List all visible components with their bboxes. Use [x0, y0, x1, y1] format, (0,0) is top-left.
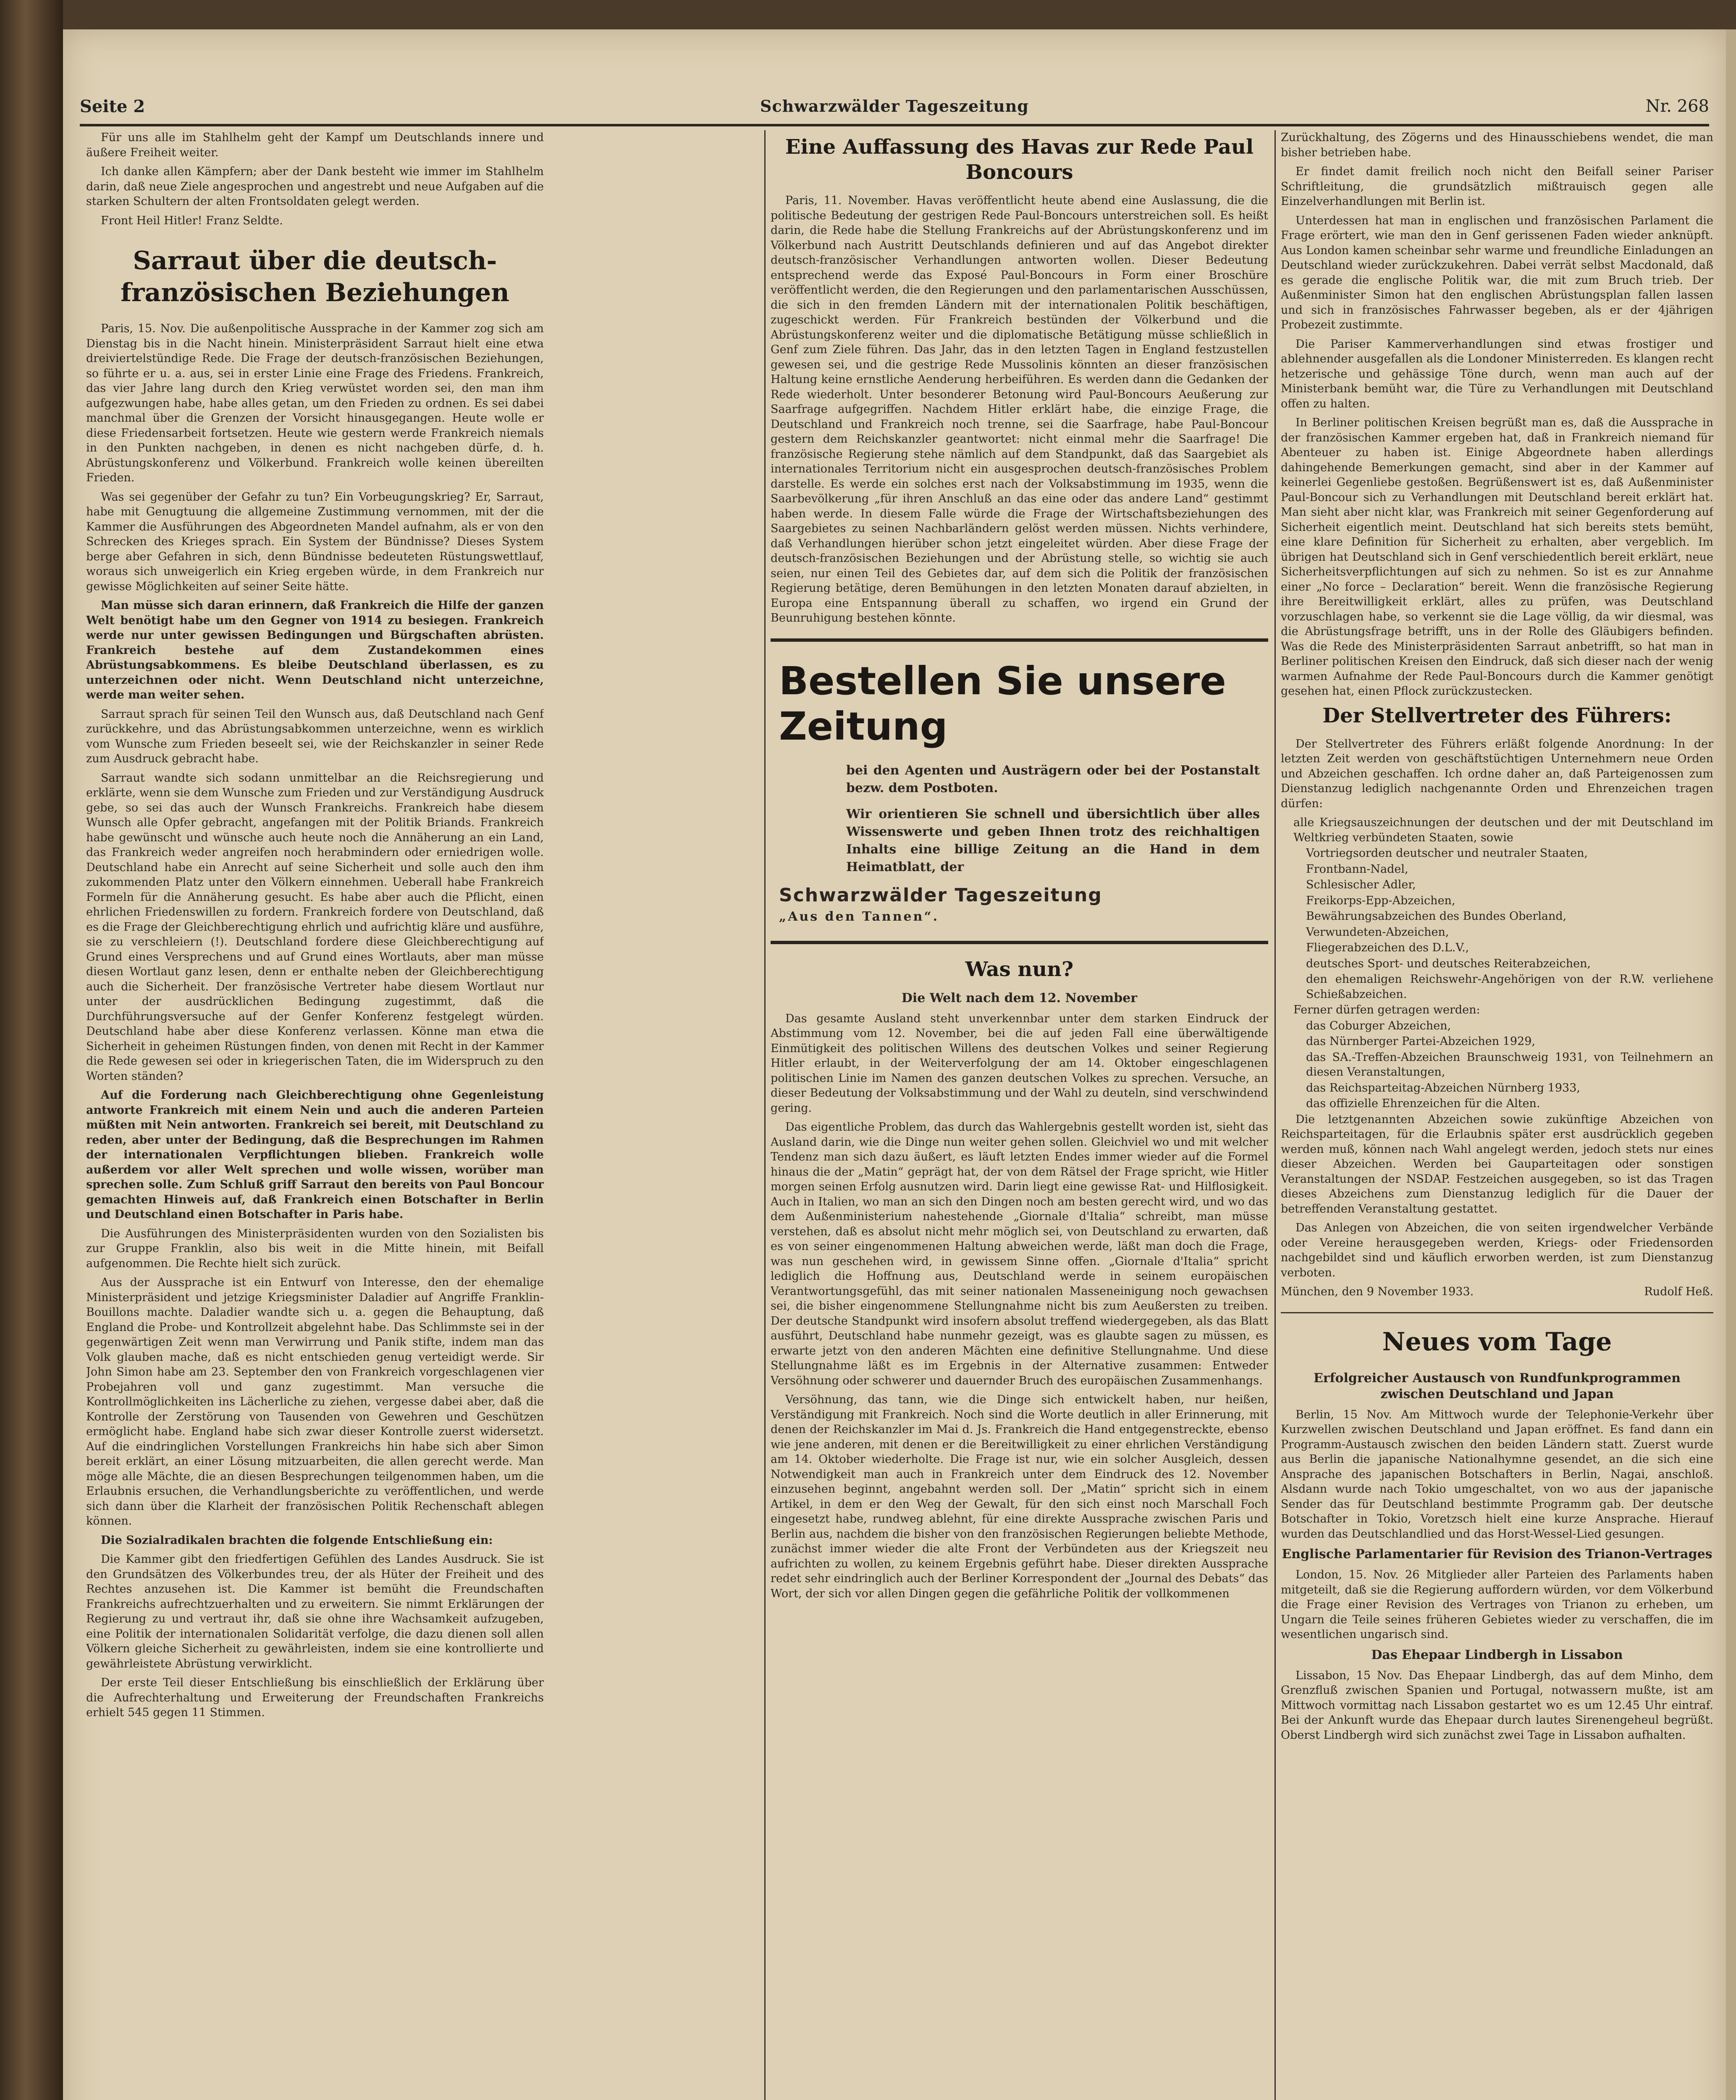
article-paragraph: Das eigentliche Problem, das durch das Wahlergebnis gestellt worden ist, sieht das Ausland darin, wie die Dinge nun weiter gehen sollen. Gleichviel wo und mit welcher Tendenz man sich dazu äußert, es läuft letzten Endes immer wieder auf die Formel hinaus die der „Matin“ geprägt hat, der von dem Rätsel der Frage spricht, wie Hitler morgen seinen Erfolg ausnutzen wird. Darin liegt eine gewisse Rat- und Hilflosigkeit. Auch in Italien, wo man an sich den Dingen noch am besten gerecht wird, und wo das dem Außenministerium nahestehende „Giornale d'Italia“ schreibt, man müsse verstehen, daß es absolut nicht mehr möglich sei, von Deutschland zu erwarten, daß es von seiner eingenommenen Haltung abweichen werde, läßt man doch die Frage, was nun geschehen wird, in gewissem Sinne offen. „Giornale d'Italia“ spricht lediglich die Hoffnung aus, Deutschland werde in seinem europäischen Verantwortungsgefühl, das mit seiner nationalen Masseneinigung noch gewachsen sei, die bisher eingenommene Stellungnahme nicht bis zum Aeußersten zu treiben. Der deutsche Standpunkt wird insofern absolut treffend wiedergegeben, als das Blatt ausführt, Deutschland habe nunmehr gezeigt, was es glaubte sagen zu müssen, es erwarte jetzt von den anderen Mächten eine definitive Stellungnahme. Und diese Stellungnahme läßt es im Ergebnis in der Alternative zusammen: Entweder Versöhnung oder schwerer und dauernder Bruch des europäischen Zusammenhangs.: [771, 1121, 1268, 1387]
list-item: Frontbann-Nadel,: [1306, 862, 1408, 876]
article-paragraph: Paris, 11. November. Havas veröffentlicht heute abend eine Auslassung, die die politische Bedeutung der gestrigen Rede Paul-Boncours unterstreichen soll. Es heißt darin, die Rede habe die Stellung Frankreichs auf der Abrüstungskonferenz und im Völkerbund nach Austritt Deutschlands definieren und auf das Angebot direkter deutsch-französischer Verhandlungen antworten wollen. Dieser Bedeutung entsprechend werde das Exposé Paul-Boncours in Form einer Broschüre veröffentlicht werden, die den Regierungen und den parlamentarischen Ausschüssen, die sich in den fremden Ländern mit der internationalen Politik beschäftigen, zugeschickt werden. Für Frankreich bestünden der Völkerbund und die Abrüstungskonferenz weiter und die diplomatische Betätigung müsse schließlich in Genf zum Ziele führen. Das Jahr, das in den letzten Tagen in England festzustellen gewesen sei, und die gestrige Rede Mussolinis könnten an dieser französischen Haltung keine ernstliche Aenderung herbeiführen. Es werden dann die Gedanken der Rede wiederholt. Unter besonderer Betonung wird Paul-Boncours Aeußerung zur Saarfrage aufgegriffen. Nachdem Hitler erklärt habe, die einzige Frage, die Deutschland und Frankreich noch trenne, sei die Saarfrage, habe Paul-Boncour gestern dem Reichskanzler geantwortet: nicht einmal mehr die Saarfrage! Die französische Regierung stehe nämlich auf dem Standpunkt, daß das Saargebiet als internationales Territorium nicht ein ausgesprochen deutsch-französisches Problem darstelle. Es werde ein solches erst nach der Volksabstimmung im 1935, wenn die Saarbevölkerung „für ihren Anschluß an das eine oder das andere Land“ gestimmt haben werde. In diesem Falle würde die Frage der Wirtschaftsbeziehungen des Saargebietes zu seinen Nachbarländern gelöst werden müssen. Nichts verhindere, daß Verhandlungen hierüber schon jetzt eingeleitet würden. Aber diese Frage der deutsch-französischen Beziehungen und der Abrüstung stelle, so wichtig sie auch seien, nur einen Teil des Gebietes dar, auf dem sich die Politik der französischen Regierung betätige, deren Bemühungen in den letzten Monaten darauf abzielten, in Europa eine Entspannung überall zu schaffen, wo irgend ein Grund der Beunruhigung bestehen könnte.: [771, 194, 1268, 625]
article-paragraph: Er findet damit freilich noch nicht den Beifall seiner Pariser Schriftleitung, die grundsätzlich mißtrauisch gegen alle Einzelverhandlungen mit Berlin ist.: [1281, 165, 1713, 208]
list-item: Vortriegsorden deutscher und neutraler Staaten,: [1306, 847, 1588, 860]
page-number: Seite 2: [80, 97, 145, 116]
article-paragraph: Man müsse sich daran erinnern, daß Frankreich die Hilfe der ganzen Welt benötigt habe um den Gegner von 1914 zu besiegen. Frankreich werde nur unter gewissen Bedingungen und Bürgschaften abrüsten. Frankreich bestehe auf dem Zustandekommen eines Abrüstungsabkommens. Es bleibe Deutschland überlassen, es zu unterzeichnen oder nicht. Wenn Deutschland nicht unterzeichne, werde man weiter sehen.: [86, 599, 544, 701]
advert-text: bei den Agenten und Austrägern oder bei der Postanstalt bezw. dem Postboten.: [846, 763, 1260, 795]
dateline: [1281, 1284, 1713, 1299]
list-item: das Nürnberger Partei-Abzeichen 1929,: [1306, 1035, 1535, 1048]
intro-paragraph: Ich danke allen Kämpfern; aber der Dank besteht wie immer im Stahlhelm darin, daß neue Ziele angesprochen und angestrebt und neue Aufgaben auf die starken Schultern der alten Frontsoldaten gelegt werden.: [86, 165, 544, 208]
article-subheadline: Die Welt nach dem 12. November: [901, 990, 1138, 1005]
list-item: das Reichsparteitag-Abzeichen Nürnberg 1933,: [1306, 1081, 1580, 1095]
article-paragraph: Das gesamte Ausland steht unverkennbar unter dem starken Eindruck der Abstimmung vom 12. November, bei die auf jeden Fall eine überwältigende Einmütigkeit des politischen Willens des deutschen Volkes und seiner Regierung Hitler erlaubt, in der Weiterverfolgung der am 14. Oktober eingeschlagenen politischen Linie im Namen des ganzen deutschen Volkes zu sprechen. Versuche, an dieser Bedeutung der Volksabstimmung und der Wahl zu deuteln, sind verschwindend gering.: [771, 1012, 1268, 1115]
issue-number: Nr. 268: [1645, 97, 1709, 116]
list-item: Fliegerabzeichen des D.L.V.,: [1306, 941, 1469, 954]
column-2: [771, 130, 1268, 2100]
column-3: [1281, 130, 1713, 2100]
article-paragraph: Die Ausführungen des Ministerpräsidenten wurden von den Sozialisten bis zur Gruppe Franklin, also bis weit in die Mitte hinein, mit Beifall aufgenommen. Die Rechte hielt sich zurück.: [86, 1227, 544, 1270]
book-binding: [0, 0, 63, 2100]
subscription-advert: [771, 638, 1268, 944]
intro-paragraph: Für uns alle im Stahlhelm geht der Kampf um Deutschlands innere und äußere Freiheit weiter.: [86, 131, 544, 159]
page-header: [80, 97, 1709, 126]
page-edge: [1726, 29, 1736, 2100]
column-rule: [764, 130, 766, 2100]
article-paragraph: Das Anlegen von Abzeichen, die von seiten irgendwelcher Verbände oder Vereine herausgegeben werden, Kriegs- oder Friedensorden nachgebildet sind und käuflich erworben werden, ist zum Dienstanzug verboten.: [1281, 1221, 1713, 1279]
list-item: den ehemaligen Reichswehr-Angehörigen von der R.W. verliehene Schießabzeichen.: [1306, 973, 1713, 1001]
list-heading: Ferner dürfen getragen werden:: [1293, 1003, 1480, 1016]
section-rule: [1281, 1312, 1713, 1313]
header-rule: [80, 124, 1709, 126]
news-headline: Erfolgreicher Austausch von Rundfunkprogrammen zwischen Deutschland und Japan: [1313, 1370, 1681, 1402]
dateline-text: München, den 9 November 1933.: [1281, 1285, 1474, 1298]
article-paragraph: Die letztgenannten Abzeichen sowie zukünftige Abzeichen von Reichsparteitagen, für die Erlaubnis später erst ausdrücklich gegeben werden muß, können nach Wahl angelegt werden, jedoch stets nur eines dieser Abzeichen. Werden bei Gauparteitagen oder sonstigen Veranstaltungen der NSDAP. Festzeichen ausgegeben, so ist das Tragen dieses Abzeichens zum Dienstanzug lediglich für die Dauer der betreffenden Veranstaltung gestattet.: [1281, 1113, 1713, 1215]
newspaper-name: Schwarzwälder Tageszeitung: [760, 97, 1029, 116]
article-paragraph: In Berliner politischen Kreisen begrüßt man es, daß die Aussprache in der französischen Kammer ergeben hat, daß in Frankreich niemand für Abenteuer zu haben ist. Einige Abgeordnete haben allerdings dahingehende Bemerkungen gemacht, sind aber in der Kammer auf keinerlei Gegenliebe gestoßen. Begrüßenswert ist es, daß Außenminister Paul-Boncour sich zu Verhandlungen mit Deutschland bereit erklärt hat. Man sieht aber nicht klar, was Frankreich mit seiner Gegenforderung auf Sicherheit eigentlich meint. Deutschland hat sich bereits stets bemüht, eine klare Definition für Sicherheit zu erhalten, aber vergeblich. Im übrigen hat Deutschland sich in Genf verschiedentlich bereit erklärt, neue Sicherheitsverpflichtungen auf sich zu nehmen. So ist es zur Annahme einer „No force – Declaration“ bereit. Wenn die französische Regierung ihre Bereitwilligkeit erklärt, alles zu prüfen, was Deutschland vorzuschlagen habe, so verkennt sie die Lage völlig, da wir diesmal, was die Abrüstungsfrage betrifft, uns in der Rolle des Gläubigers befinden. Was die Rede des Ministerpräsidenten Sarraut anbetrifft, so hat man in Berliner politischen Kreisen den Eindruck, daß sich dieser nach der wenig warmen Aufnahme der Rede Paul-Boncours durch die Kammer genötigt gesehen hat, einen Pflock zurückzustecken.: [1281, 416, 1713, 698]
list-item: das Coburger Abzeichen,: [1306, 1019, 1451, 1032]
list-item: Bewährungsabzeichen des Bundes Oberland,: [1306, 910, 1567, 923]
article-paragraph: Zurückhaltung, des Zögerns und des Hinausschiebens wendet, die man bisher betrieben habe.: [1281, 131, 1713, 159]
list-item: alle Kriegsauszeichnungen der deutschen und der mit Deutschland im Weltkrieg verbündeten Staaten, sowie: [1293, 816, 1713, 844]
list-item: das SA.-Treffen-Abzeichen Braunschweig 1931, von Teilnehmern an diesen Veranstaltungen,: [1306, 1050, 1713, 1079]
article-headline: Sarraut über die deutsch-französischen Beziehungen: [121, 246, 509, 307]
list-item: Verwundeten-Abzeichen,: [1306, 925, 1449, 939]
article-paragraph: Die Sozialradikalen brachten die folgende Entschließung ein:: [101, 1533, 493, 1547]
article-paragraph: Die Kammer gibt den friedfertigen Gefühlen des Landes Ausdruck. Sie ist den Grundsätzen des Völkerbundes treu, der als Hüter der Freiheit und des Rechtes anzusehen ist. Die Kammer ist bemüht die Freundschaften Frankreichs aufrechtzuerhalten und zu erweitern. Sie nimmt Erklärungen der Regierung zu und vertraut ihr, daß sie ohne ihre Wachsamkeit aufzugeben, eine Politik der internationalen Solidarität verfolge, die dazu dienen soll allen Völkern gleiche Sicherheit zu gewährleisten, indem sie eine kontrollierte und gewährleistete Abrüstung verwirklicht.: [86, 1553, 544, 1670]
signature: Rudolf Heß.: [1644, 1285, 1713, 1298]
article-paragraph: Versöhnung, das tann, wie die Dinge sich entwickelt haben, nur heißen, Verständigung mit Frankreich. Noch sind die Worte deutlich in aller Erinnerung, mit denen der Reichskanzler im Mai d. Js. Frankreich die Hand entgegenstreckte, ebenso wie jene anderen, mit denen er die Bereitwilligkeit zu einer ehrlichen Verständigung am 14. Oktober wiederholte. Die Frage ist nur, wie ein solcher Ausgleich, dessen Notwendigkeit man auch in Frankreich unter dem Eindruck des 12. November einzusehen beginnt, angebahnt werden soll. Der „Matin“ spricht sich in einem Artikel, in dem er den Weg der Gewalt, für den sich einst noch Marschall Foch eingesetzt habe, rundweg ablehnt, für eine direkte Aussprache zwischen Paris und Berlin aus, nachdem die bisher von den französischen Regierungen beliebte Methode, zunächst immer wieder die alte Front der Verbündeten aus der Kriegszeit neu aufrichten zu wollen, zu keinem Ergebnis geführt habe. Dieser direkten Aussprache redet sehr eindringlich auch der Berliner Korrespondent der „Journal des Debats“ das Wort, der sich vor allen Dingen gegen die gefährliche Politik der vollkommenen: [771, 1393, 1268, 1600]
article-paragraph: Der erste Teil dieser Entschließung bis einschließlich der Erklärung über die Aufrechterhaltung und Erweiterung der Freundschaften Frankreichs erhielt 545 gegen 11 Stimmen.: [86, 1676, 544, 1719]
news-headline: Das Ehepaar Lindbergh in Lissabon: [1371, 1647, 1623, 1662]
decorations-list: [1281, 815, 1713, 1111]
article-paragraph: Der Stellvertreter des Führers erläßt folgende Anordnung: In der letzten Zeit werden von geschäftstüchtigen Unternehmern neue Orden und Abzeichen geschaffen. Ich ordne daher an, daß Parteigenossen zum Dienstanzug lediglich nachgenannte Orden und Ehrenzeichen tragen dürfen:: [1281, 737, 1713, 810]
news-paragraph: London, 15. Nov. 26 Mitglieder aller Parteien des Parlaments haben mitgeteilt, daß sie die Regierung auffordern würden, vor dem Völkerbund die Frage einer Revision des Vertrages von Trianon zu erheben, um Ungarn die Teile seines früheren Gebietes wieder zu verschaffen, die im wesentlichen ungarisch sind.: [1281, 1568, 1713, 1641]
article-paragraph: Sarraut wandte sich sodann unmittelbar an die Reichsregierung und erklärte, wenn sie dem Wunsche zum Frieden und zur Verständigung Ausdruck gebe, so sei das auch der Wunsch Frankreichs. Frankreich habe diesem Wunsch alle Opfer gebracht, angefangen mit der Politik Briands. Frankreich habe gewünscht und wünsche auch heute noch die Annäherung an ein Land, das Frankreich weder angreifen noch herabmindern oder erniedrigen wolle. Deutschland habe ein Anrecht auf seine Sicherheit und solle auch den ihm zukommenden Platz unter den Völkern einnehmen. Ueberall habe Frankreich Formeln für die Annäherung gesucht. Es habe aber auch die Pflicht, einen ehrlichen Friedenswillen zu fordern. Frankreich fordere von Deutschland, daß es die Frage der Gleichberechtigung ehrlich und aufrichtig kläre und ausführe, sie zu verschleiern (!). Deutschland fordere diese Gleichberechtigung auf Grund eines Versprechens und auf Grund eines Wortlauts, aber man müsse diesen Wortlaut ganz lesen, denn er enthalte neben der Gleichberechtigung auch die Sicherheit. Der französische Vertreter habe diesem Wortlaut nur unter der ausdrücklichen Bedingung zugestimmt, daß die Durchführungsversuche auf der Genfer Konferenz festgelegt würden. Deutschland habe aber diese Konferenz verlassen. Könne man etwa die Sicherheit in geheimen Rüstungen finden, von denen mit Recht in der Kammer die Rede gewesen sei oder in kriegerischen Taten, die im Widerspruch zu den Worten ständen?: [86, 771, 544, 1083]
article-headline: Der Stellvertreter des Führers:: [1322, 704, 1672, 727]
column-rule: [1274, 130, 1276, 2100]
advert-brand: Schwarzwälder Tageszeitung: [779, 884, 1102, 906]
list-item: deutsches Sport- und deutsches Reiterabzeichen,: [1306, 957, 1591, 970]
newspaper-page: [63, 29, 1726, 2100]
article-paragraph: Was sei gegenüber der Gefahr zu tun? Ein Vorbeugungskrieg? Er, Sarraut, habe mit Genugtuung die allgemeine Zustimmung vernommen, mit der die Kammer die Ausführungen des Abgeordneten Mandel aufnahm, als er von den Schrecken des Krieges sprach. Ein System der Bündnisse? Dieses System berge aber Gefahren in sich, denn Bündnisse bedeuteten Rüstungswettlauf, woraus sich unweigerlich ein Krieg ergeben würde, in dem Frankreich nur gewisse Möglichkeiten auf seiner Seite hätte.: [86, 490, 544, 593]
column-1: [86, 130, 544, 2100]
article-paragraph: Auf die Forderung nach Gleichberechtigung ohne Gegenleistung antworte Frankreich mit einem Nein und auch die anderen Parteien müßten mit Nein antworten. Frankreich sei bereit, mit Deutschland zu reden, aber unter der Bedingung, daß die Besprechungen im Rahmen der internationalen Verpflichtungen blieben. Frankreich wolle außerdem vor aller Welt sprechen und wolle wissen, worüber man sprechen solle. Zum Schluß griff Sarraut den bereits von Paul Boncour gemachten Hinweis auf, daß Frankreich einen Botschafter in Berlin und Deutschland einen Botschafter in Paris habe.: [86, 1089, 544, 1221]
article-paragraph: Unterdessen hat man in englischen und französischen Parlament die Frage erörtert, wie man den in Genf gerissenen Faden wieder anknüpft. Aus London kamen scheinbar sehr warme und freundliche Einladungen an Deutschland wieder zurückzukehren. Dabei verrät selbst Macdonald, daß es gerade die englische Politik war, die mit zum Bruch trieb. Der Außenminister Simon hat den englischen Abrüstungsplan fallen lassen und sich in französisches Fahrwasser begeben, als er der 4jährigen Probezeit zustimmte.: [1281, 214, 1713, 331]
list-item: Freikorps-Epp-Abzeichen,: [1306, 894, 1455, 907]
list-item: Schlesischer Adler,: [1306, 878, 1416, 891]
advert-text: Wir orientieren Sie schnell und übersichtlich über alles Wissenswerte und geben Ihnen trotz des reichhaltigen Inhalts eine billige Zeitung an die Hand in dem Heimatblatt, der: [846, 806, 1260, 874]
article-headline: Was nun?: [965, 957, 1074, 981]
news-headline: Englische Parlamentarier für Revision des Trianon-Vertrages: [1282, 1547, 1712, 1562]
news-paragraph: Berlin, 15 Nov. Am Mittwoch wurde der Telephonie-Verkehr über Kurzwellen zwischen Deutschland und Japan eröffnet. Es fand dann ein Programm-Austausch zwischen den beiden Ländern statt. Zuerst wurde aus Berlin die japanische Nationalhymne gesendet, an die sich eine Ansprache des japanischen Botschafters in Berlin, Nagai, anschloß. Alsdann wurde nach Tokio umgeschaltet, von wo aus der japanische Sender das für Deutschland bestimmte Programm gab. Der deutsche Botschafter in Tokio, Voretzsch hielt eine kurze Ansprache. Hierauf wurden das Deutschlandlied und das Horst-Wessel-Lied gesungen.: [1281, 1408, 1713, 1541]
intro-signoff: Front Heil Hitler! Franz Seldte.: [101, 214, 283, 227]
news-paragraph: Lissabon, 15 Nov. Das Ehepaar Lindbergh, das auf dem Minho, dem Grenzfluß zwischen Spanien und Portugal, notwassern mußte, ist am Mittwoch vormittag nach Lissabon gestartet wo es um 12.45 Uhr eintraf. Bei der Ankunft wurde das Ehepaar durch lautes Sirenengeheul begrüßt. Oberst Lindbergh wird sich zunächst zwei Tage in Lissabon aufhalten.: [1281, 1669, 1713, 1742]
advert-title: Bestellen Sie unsere Zeitung: [779, 658, 1226, 749]
article-paragraph: Die Pariser Kammerverhandlungen sind etwas frostiger und ablehnender ausgefallen als die Londoner Ministerreden. Es klangen recht hetzerische und gehässige Töne durch, wenn man auch auf der Ministerbank bemüht war, die Türe zu Verhandlungen mit Deutschland offen zu halten.: [1281, 337, 1713, 410]
list-item: das offizielle Ehrenzeichen für die Alten.: [1306, 1097, 1540, 1110]
article-paragraph: Sarraut sprach für seinen Teil den Wunsch aus, daß Deutschland nach Genf zurückkehre, und das Abrüstungsabkommen unterzeichne, wenn es wirklich vom Wunsche zum Frieden beseelt sei, wie der Reichskanzler in seiner Rede zum Ausdruck gebracht habe.: [86, 707, 544, 765]
advert-tagline: „Aus den Tannen“.: [779, 909, 939, 924]
article-paragraph: Paris, 15. Nov. Die außenpolitische Aussprache in der Kammer zog sich am Dienstag bis in die Nacht hinein. Ministerpräsident Sarraut hielt eine etwa dreiviertelstündige Rede. Die Frage der deutsch-französischen Beziehungen, so führte er u. a. aus, sei in erster Linie eine Frage des Friedens. Frankreich, das vier Jahre lang durch den Krieg verwüstet worden sei, den man ihm aufgezwungen habe, habe alles getan, um den Frieden zu ordnen. Es sei dabei manchmal über die Grenzen der Vorsicht hinausgegangen. Heute wolle er diese Friedensarbeit fortsetzen. Heute wie gestern werde Frankreich niemals in den Punkten nachgeben, in denen es nicht nachgeben dürfe, d. h. Abrüstungskonferenz und Völkerbund. Frankreich wolle keinen übereilten Frieden.: [86, 322, 544, 484]
article-paragraph: Aus der Aussprache ist ein Entwurf von Interesse, den der ehemalige Ministerpräsident und jetzige Kriegsminister Daladier auf Angriffe Franklin-Bouillons machte. Daladier wandte sich u. a. gegen die Behauptung, daß England die Probe- und Kontrollzeit abgelehnt habe. Das Schlimmste sei in der gegenwärtigen Zeit wenn man Verwirrung und Panik stifte, indem man das Volk glauben mache, daß es nicht entschieden genug verteidigt werde. Sir John Simon habe am 23. September den von Frankreich vorgeschlagenen vier Probejahren voll und ganz zugestimmt. Man versuche die Kontrollmöglichkeiten ins Lächerliche zu ziehen, vergesse dabei aber, daß die Kontrolle der Zerstörung von Tausenden von Gewehren und Geschützen ermöglicht habe. England habe sich zwar dieser Kontrolle zuerst widersetzt. Auf die eindringlichen Vorstellungen Frankreichs hin habe sich aber Simon bereit erklärt, an einer Lösung mitzuarbeiten, die allen gerecht werde. Man möge alle Mächte, die an diesen Besprechungen teilgenommen haben, um die Erlaubnis ersuchen, die Verhandlungsberichte zu veröffentlichen, und werde sich dann über die Klarheit der französischen Politik Rechenschaft ablegen können.: [86, 1276, 544, 1528]
section-headline: Neues vom Tage: [1382, 1327, 1612, 1357]
article-headline: Eine Auffassung des Havas zur Rede Paul Boncours: [785, 135, 1254, 184]
